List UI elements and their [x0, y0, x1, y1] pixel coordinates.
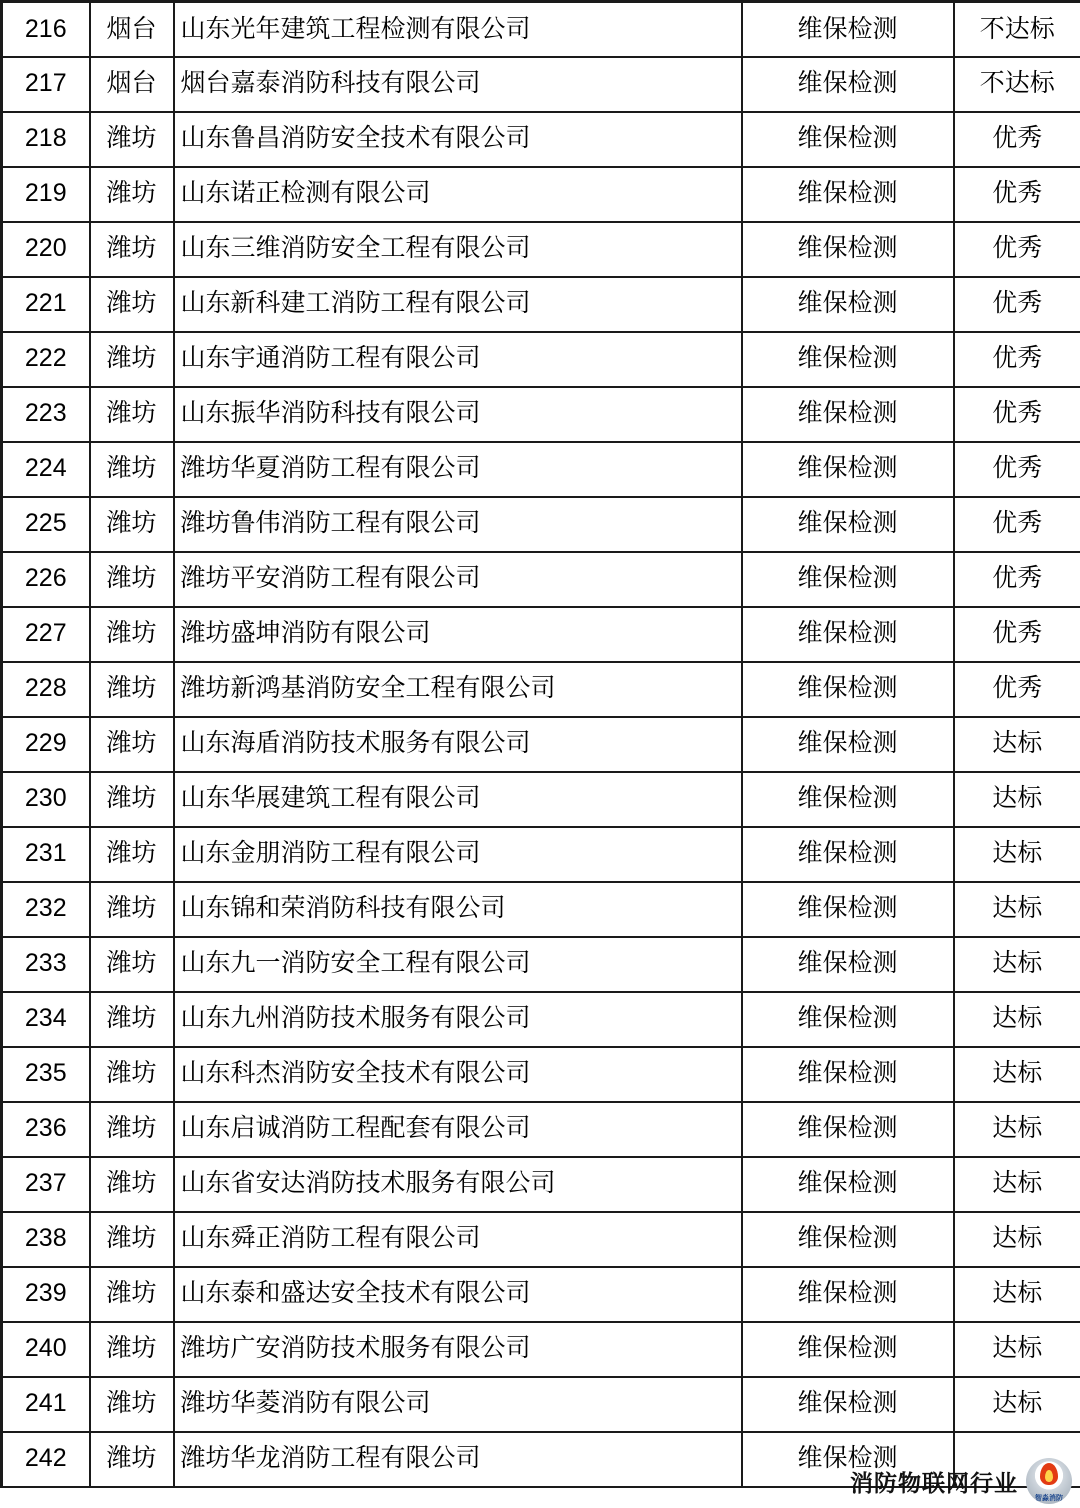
row-index: 226 [2, 552, 90, 607]
table-row [2, 1157, 1080, 1212]
row-company-name: 山东舜正消防工程有限公司 [174, 1212, 742, 1267]
table-row [2, 717, 1080, 772]
row-grade: 达标 [954, 1322, 1080, 1377]
row-index: 219 [2, 167, 90, 222]
row-city: 潍坊 [90, 1102, 174, 1157]
row-company-name: 山东振华消防科技有限公司 [174, 387, 742, 442]
table-row [2, 552, 1080, 607]
row-company-name: 潍坊鲁伟消防工程有限公司 [174, 497, 742, 552]
row-company-name: 山东新科建工消防工程有限公司 [174, 277, 742, 332]
row-index: 227 [2, 607, 90, 662]
row-grade: 优秀 [954, 607, 1080, 662]
row-company-name: 山东金朋消防工程有限公司 [174, 827, 742, 882]
row-city: 烟台 [90, 2, 174, 57]
row-city: 潍坊 [90, 827, 174, 882]
row-index: 220 [2, 222, 90, 277]
table-row [2, 662, 1080, 717]
table-row [2, 1267, 1080, 1322]
row-company-name: 山东启诚消防工程配套有限公司 [174, 1102, 742, 1157]
row-business-type: 维保检测 [742, 2, 954, 57]
table-row [2, 167, 1080, 222]
row-grade: 优秀 [954, 277, 1080, 332]
row-city: 潍坊 [90, 442, 174, 497]
row-index: 240 [2, 1322, 90, 1377]
row-city: 潍坊 [90, 222, 174, 277]
row-business-type: 维保检测 [742, 1322, 954, 1377]
row-business-type: 维保检测 [742, 772, 954, 827]
row-city: 潍坊 [90, 1377, 174, 1432]
table-row [2, 1432, 1080, 1487]
row-city: 潍坊 [90, 1432, 174, 1487]
row-grade: 优秀 [954, 112, 1080, 167]
table-body [2, 2, 1080, 1487]
row-company-name: 烟台嘉泰消防科技有限公司 [174, 57, 742, 112]
row-grade: 优秀 [954, 497, 1080, 552]
watermark-text: 消防物联网行业 [850, 1469, 1018, 1496]
table-row [2, 772, 1080, 827]
row-business-type: 维保检测 [742, 937, 954, 992]
table-row [2, 2, 1080, 57]
row-grade: 达标 [954, 937, 1080, 992]
table-row [2, 497, 1080, 552]
row-city: 潍坊 [90, 772, 174, 827]
row-index: 242 [2, 1432, 90, 1487]
row-grade: 优秀 [954, 222, 1080, 277]
row-business-type: 维保检测 [742, 607, 954, 662]
row-index: 230 [2, 772, 90, 827]
row-grade: 达标 [954, 772, 1080, 827]
row-business-type: 维保检测 [742, 1047, 954, 1102]
table-row [2, 1377, 1080, 1432]
row-city: 潍坊 [90, 112, 174, 167]
table-row [2, 57, 1080, 112]
row-business-type: 维保检测 [742, 387, 954, 442]
row-grade [954, 1432, 1080, 1487]
row-city: 潍坊 [90, 332, 174, 387]
table-row [2, 1047, 1080, 1102]
table-row [2, 112, 1080, 167]
row-grade: 优秀 [954, 552, 1080, 607]
row-grade: 达标 [954, 717, 1080, 772]
row-grade: 优秀 [954, 332, 1080, 387]
row-company-name: 山东鲁昌消防安全技术有限公司 [174, 112, 742, 167]
row-grade: 达标 [954, 1212, 1080, 1267]
table-row [2, 387, 1080, 442]
row-city: 潍坊 [90, 1157, 174, 1212]
row-index: 223 [2, 387, 90, 442]
row-index: 234 [2, 992, 90, 1047]
row-city: 潍坊 [90, 882, 174, 937]
table-row [2, 277, 1080, 332]
row-index: 224 [2, 442, 90, 497]
row-grade: 优秀 [954, 167, 1080, 222]
row-company-name: 潍坊广安消防技术服务有限公司 [174, 1322, 742, 1377]
row-company-name: 潍坊新鸿基消防安全工程有限公司 [174, 662, 742, 717]
row-index: 218 [2, 112, 90, 167]
row-index: 241 [2, 1377, 90, 1432]
row-company-name: 潍坊盛坤消防有限公司 [174, 607, 742, 662]
row-company-name: 山东九一消防安全工程有限公司 [174, 937, 742, 992]
row-business-type: 维保检测 [742, 552, 954, 607]
row-city: 潍坊 [90, 277, 174, 332]
row-index: 217 [2, 57, 90, 112]
row-business-type: 维保检测 [742, 497, 954, 552]
row-business-type: 维保检测 [742, 1432, 954, 1487]
row-business-type: 维保检测 [742, 1267, 954, 1322]
table-row [2, 992, 1080, 1047]
table-row [2, 937, 1080, 992]
row-index: 228 [2, 662, 90, 717]
row-city: 潍坊 [90, 1322, 174, 1377]
table-row [2, 222, 1080, 277]
row-company-name: 潍坊华菱消防有限公司 [174, 1377, 742, 1432]
row-company-name: 山东科杰消防安全技术有限公司 [174, 1047, 742, 1102]
row-grade: 优秀 [954, 387, 1080, 442]
row-company-name: 山东锦和荣消防科技有限公司 [174, 882, 742, 937]
row-company-name: 山东三维消防安全工程有限公司 [174, 222, 742, 277]
row-grade: 优秀 [954, 662, 1080, 717]
table-row [2, 1322, 1080, 1377]
row-company-name: 山东海盾消防技术服务有限公司 [174, 717, 742, 772]
row-city: 潍坊 [90, 167, 174, 222]
row-index: 239 [2, 1267, 90, 1322]
row-index: 229 [2, 717, 90, 772]
row-grade: 达标 [954, 1047, 1080, 1102]
row-city: 潍坊 [90, 1267, 174, 1322]
row-company-name: 山东华展建筑工程有限公司 [174, 772, 742, 827]
row-company-name: 山东光年建筑工程检测有限公司 [174, 2, 742, 57]
table-row [2, 827, 1080, 882]
row-grade: 达标 [954, 1267, 1080, 1322]
table-row [2, 607, 1080, 662]
row-grade: 达标 [954, 882, 1080, 937]
row-business-type: 维保检测 [742, 662, 954, 717]
row-city: 潍坊 [90, 497, 174, 552]
table-row [2, 1102, 1080, 1157]
row-business-type: 维保检测 [742, 442, 954, 497]
row-business-type: 维保检测 [742, 222, 954, 277]
row-index: 237 [2, 1157, 90, 1212]
row-company-name: 山东宇通消防工程有限公司 [174, 332, 742, 387]
row-grade: 不达标 [954, 2, 1080, 57]
row-business-type: 维保检测 [742, 167, 954, 222]
row-index: 238 [2, 1212, 90, 1267]
row-business-type: 维保检测 [742, 277, 954, 332]
row-company-name: 山东九州消防技术服务有限公司 [174, 992, 742, 1047]
row-city: 潍坊 [90, 387, 174, 442]
row-index: 236 [2, 1102, 90, 1157]
row-index: 232 [2, 882, 90, 937]
row-business-type: 维保检测 [742, 717, 954, 772]
row-business-type: 维保检测 [742, 1212, 954, 1267]
table-row [2, 1212, 1080, 1267]
row-business-type: 维保检测 [742, 332, 954, 387]
row-city: 潍坊 [90, 1047, 174, 1102]
row-company-name: 潍坊华夏消防工程有限公司 [174, 442, 742, 497]
row-index: 233 [2, 937, 90, 992]
row-grade: 达标 [954, 1102, 1080, 1157]
row-business-type: 维保检测 [742, 112, 954, 167]
row-business-type: 维保检测 [742, 1102, 954, 1157]
row-company-name: 潍坊平安消防工程有限公司 [174, 552, 742, 607]
row-company-name: 山东泰和盛达安全技术有限公司 [174, 1267, 742, 1322]
row-city: 潍坊 [90, 662, 174, 717]
row-company-name: 山东省安达消防技术服务有限公司 [174, 1157, 742, 1212]
watermark-logo-label: 智淼消防 [1035, 1495, 1063, 1502]
row-city: 潍坊 [90, 552, 174, 607]
row-business-type: 维保检测 [742, 827, 954, 882]
row-grade: 达标 [954, 992, 1080, 1047]
row-city: 潍坊 [90, 607, 174, 662]
row-business-type: 维保检测 [742, 992, 954, 1047]
row-city: 潍坊 [90, 717, 174, 772]
row-grade: 达标 [954, 1377, 1080, 1432]
row-grade: 达标 [954, 827, 1080, 882]
row-index: 221 [2, 277, 90, 332]
row-city: 潍坊 [90, 992, 174, 1047]
table-row [2, 332, 1080, 387]
row-index: 216 [2, 2, 90, 57]
table-row [2, 442, 1080, 497]
row-city: 烟台 [90, 57, 174, 112]
row-index: 222 [2, 332, 90, 387]
row-grade: 不达标 [954, 57, 1080, 112]
row-company-name: 山东诺正检测有限公司 [174, 167, 742, 222]
row-index: 235 [2, 1047, 90, 1102]
row-company-name: 潍坊华龙消防工程有限公司 [174, 1432, 742, 1487]
row-grade: 优秀 [954, 442, 1080, 497]
row-index: 225 [2, 497, 90, 552]
table-row [2, 882, 1080, 937]
row-business-type: 维保检测 [742, 882, 954, 937]
row-city: 潍坊 [90, 1212, 174, 1267]
row-business-type: 维保检测 [742, 1157, 954, 1212]
row-city: 潍坊 [90, 937, 174, 992]
row-business-type: 维保检测 [742, 1377, 954, 1432]
row-index: 231 [2, 827, 90, 882]
row-business-type: 维保检测 [742, 57, 954, 112]
row-grade: 达标 [954, 1157, 1080, 1212]
